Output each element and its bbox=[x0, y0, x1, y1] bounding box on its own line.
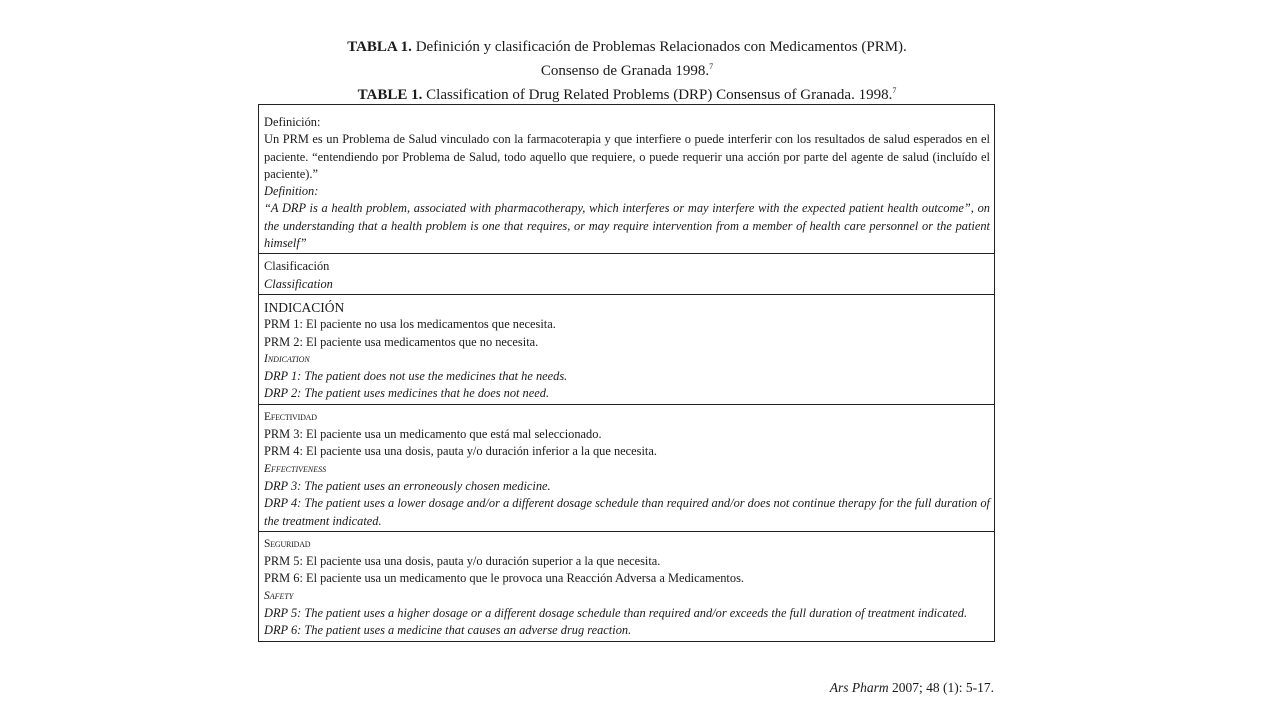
safety-heading-es: Seguridad bbox=[264, 537, 311, 550]
safety-heading-en: Safety bbox=[264, 589, 294, 602]
caption-reference-en: 7 bbox=[892, 86, 897, 95]
definition-text-en: “A DRP is a health problem, associated with pharmacotherapy, which interferes or may interfere with the expected patient health outcome”, on the understanding that a health problem is one that requires, or may require intervention from a member of health care personnel or the patient himself” bbox=[264, 201, 990, 251]
effectiveness-cell bbox=[259, 405, 994, 532]
indication-heading-es: INDICACIÓN bbox=[264, 299, 345, 315]
drp-6-row: DRP 6: The patient uses a medicine that causes an adverse drug reaction. bbox=[264, 623, 632, 638]
table-caption bbox=[0, 38, 1254, 105]
prm-4-row: PRM 4: El paciente usa una dosis, pauta y/o duración inferior a la que necesita. bbox=[264, 444, 657, 459]
caption-line-english bbox=[0, 81, 1254, 105]
drp-4-row: DRP 4: The patient uses a lower dosage and/or a different dosage schedule than required and/or does not continue therapy for the full duration of the treatment indicated. bbox=[264, 496, 990, 528]
prm-6-row: PRM 6: El paciente usa un medicamento que le provoca una Reacción Adversa a Medicamentos. bbox=[264, 571, 744, 586]
drp-2-row: DRP 2: The patient uses medicines that he does not need. bbox=[264, 386, 550, 401]
caption-title-en: Classification of Drug Related Problems (DRP) Consensus of Granada. 1998. bbox=[422, 87, 893, 103]
definition-text-es: Un PRM es un Problema de Salud vinculado con la farmacoterapia y que interfiere o puede interferir con los resultados de salud esperados en el paciente. “entendiendo por Problema de Salud, todo aquello que requiere, o puede requerir una acción por parte del agente de salud (incluído el paciente).” bbox=[264, 132, 990, 181]
definition-heading-es: Definición: bbox=[264, 115, 321, 129]
caption-line-consensus bbox=[0, 57, 1254, 81]
effectiveness-heading-en: Effectiveness bbox=[264, 462, 327, 475]
caption-line-spanish bbox=[0, 38, 1254, 57]
effectiveness-heading-es: Efectividad bbox=[264, 410, 317, 423]
caption-reference-es: 7 bbox=[709, 62, 714, 71]
drp-5-row: DRP 5: The patient uses a higher dosage or a different dosage schedule than required and/or exceeds the full duration of treatment indicated. bbox=[264, 606, 968, 621]
drp-3-row: DRP 3: The patient uses an erroneously chosen medicine. bbox=[264, 478, 551, 493]
drp-1-row: DRP 1: The patient does not use the medicines that he needs. bbox=[264, 369, 568, 384]
prm-5-row: PRM 5: El paciente usa una dosis, pauta y/o duración superior a la que necesita. bbox=[264, 554, 661, 569]
caption-consensus-text: Consenso de Granada 1998. bbox=[540, 63, 710, 79]
journal-citation bbox=[830, 680, 994, 696]
journal-issue: 2007; 48 (1): 5-17. bbox=[888, 680, 994, 695]
caption-title-es: Definición y clasificación de Problemas Relacionados con Medicamentos (PRM). bbox=[411, 39, 907, 55]
classification-heading-es: Clasificación bbox=[264, 259, 330, 274]
prm-1-row: PRM 1: El paciente no usa los medicamentos que necesita. bbox=[264, 317, 556, 332]
definition-heading-en: Definition: bbox=[264, 184, 319, 199]
indication-cell bbox=[259, 295, 994, 405]
classification-cell bbox=[259, 254, 994, 295]
caption-label-es: TABLA 1. bbox=[347, 39, 412, 55]
journal-name: Ars Pharm bbox=[829, 680, 889, 695]
safety-cell bbox=[259, 532, 994, 641]
definition-cell bbox=[259, 105, 994, 254]
classification-heading-en: Classification bbox=[264, 276, 333, 291]
prm-2-row: PRM 2: El paciente usa medicamentos que no necesita. bbox=[264, 334, 539, 349]
prm-3-row: PRM 3: El paciente usa un medicamento que está mal seleccionado. bbox=[264, 427, 602, 442]
prm-classification-table bbox=[258, 104, 995, 642]
caption-label-en: TABLE 1. bbox=[357, 87, 423, 103]
indication-heading-en: Indication bbox=[264, 352, 310, 365]
